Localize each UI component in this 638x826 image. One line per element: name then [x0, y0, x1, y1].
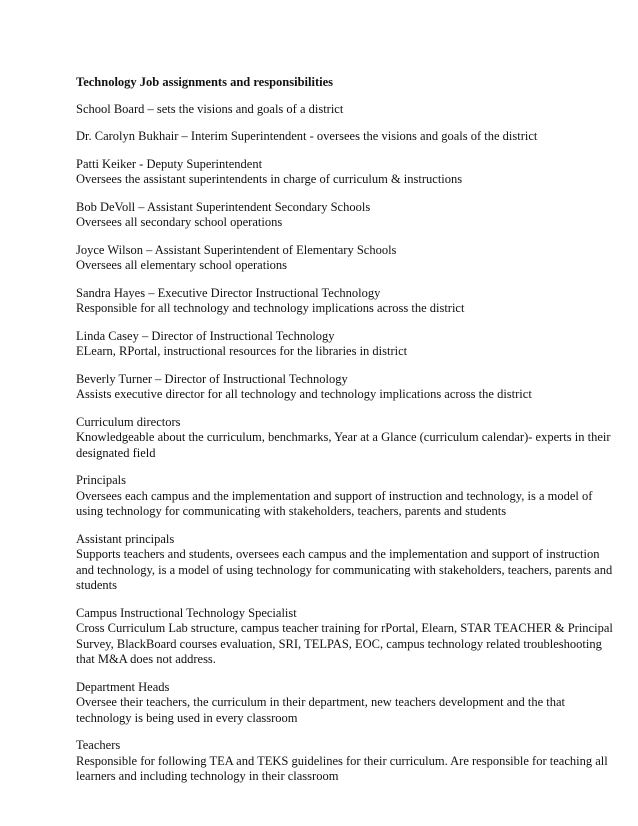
entry-campus-it-specialist: [76, 606, 616, 668]
document-title: Technology Job assignments and responsibilities: [76, 75, 334, 89]
entry-description: Responsible for following TEA and TEKS guidelines for their curriculum. Are responsible for teaching all learners and including technology in their classroom: [76, 753, 608, 783]
entry-heading: Bob DeVoll – Assistant Superintendent Secondary Schools: [76, 199, 371, 214]
entry-director-casey: [76, 329, 616, 360]
entry-description: Cross Curriculum Lab structure, campus teacher training for rPortal, Elearn, STAR TEACHER & Principal Survey, BlackBoard courses evaluation, SRI, TELPAS, EOC, campus technology related troubleshooting that M&A does not address.: [76, 621, 613, 666]
entry-heading: Campus Instructional Technology Specialist: [76, 605, 297, 620]
entry-heading: Department Heads: [76, 679, 170, 694]
entry-description: Supports teachers and students, oversees each campus and the implementation and support of instruction and technology, is a model of using technology for communicating with stakeholders, teachers, parents and students: [76, 547, 613, 592]
entry-interim-superintendent: [76, 129, 616, 145]
entry-description: Oversees the assistant superintendents in charge of curriculum & instructions: [76, 172, 463, 186]
entry-description: Assists executive director for all technology and technology implications across the district: [76, 387, 532, 401]
entry-teachers: [76, 738, 616, 785]
entry-department-heads: [76, 680, 616, 727]
entry-description: Knowledgeable about the curriculum, benchmarks, Year at a Glance (curriculum calendar)- experts in their designated field: [76, 430, 611, 460]
entry-assistant-principals: [76, 532, 616, 594]
entry-curriculum-directors: [76, 415, 616, 462]
entry-principals: [76, 473, 616, 520]
entry-heading: Principals: [76, 473, 126, 487]
document-page: [76, 75, 616, 797]
entry-description: Oversees all elementary school operations: [76, 258, 288, 272]
entry-heading: School Board – sets the visions and goals of a district: [76, 101, 344, 116]
entry-description: Oversee their teachers, the curriculum in their department, new teachers development and the that technology is being used in every classroom: [76, 695, 566, 725]
entry-director-turner: [76, 372, 616, 403]
entry-asst-superintendent-secondary: [76, 200, 616, 231]
entry-school-board: [76, 102, 616, 118]
entry-heading: Joyce Wilson – Assistant Superintendent of Elementary Schools: [76, 242, 397, 257]
entry-description: Oversees each campus and the implementation and support of instruction and technology, is a model of using technology for communicating with stakeholders, teachers, parents and students: [76, 488, 593, 518]
entry-description: ELearn, RPortal, instructional resources for the libraries in district: [76, 344, 408, 358]
entry-heading: Dr. Carolyn Bukhair – Interim Superintendent - oversees the visions and goals of the district: [76, 129, 538, 143]
entry-heading: Linda Casey – Director of Instructional Technology: [76, 328, 335, 343]
entry-executive-director: [76, 286, 616, 317]
entry-heading: Curriculum directors: [76, 414, 181, 429]
entry-description: Responsible for all technology and technology implications across the district: [76, 301, 465, 315]
entry-heading: Sandra Hayes – Executive Director Instructional Technology: [76, 285, 381, 300]
entry-heading: Teachers: [76, 738, 121, 752]
entry-heading: Beverly Turner – Director of Instructional Technology: [76, 371, 348, 386]
entry-description: Oversees all secondary school operations: [76, 215, 283, 229]
entry-deputy-superintendent: [76, 157, 616, 188]
entry-asst-superintendent-elementary: [76, 243, 616, 274]
entry-heading: Assistant principals: [76, 531, 175, 546]
entry-heading: Patti Keiker - Deputy Superintendent: [76, 156, 263, 171]
